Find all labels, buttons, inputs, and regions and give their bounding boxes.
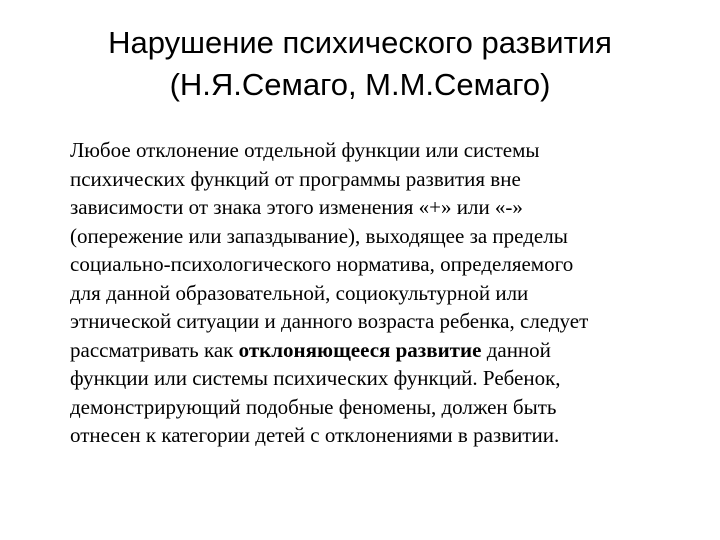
paragraph-line: (опережение или запаздывание), выходящее за пределы <box>70 223 568 248</box>
paragraph-line: демонстрирующий подобные феномены, должен быть <box>70 394 557 419</box>
paragraph-line: зависимости от знака этого изменения «+» или «-» <box>70 195 523 219</box>
key-term: отклоняющееся развитие <box>238 337 482 362</box>
paragraph-text: данной <box>481 337 551 362</box>
paragraph-line: для данной образовательной, социокультурной или <box>70 280 529 305</box>
title-line-1: Нарушение психического развития <box>108 25 612 60</box>
paragraph-text: рассматривать как <box>70 337 239 362</box>
paragraph-line: социально-психологического норматива, определяемого <box>70 252 574 276</box>
paragraph-line: функции или системы психических функций. Ребенок, <box>70 366 561 390</box>
paragraph-line: психических функций от программы развития вне <box>70 166 521 191</box>
title-line-2: (Н.Я.Семаго, М.М.Семаго) <box>169 67 551 102</box>
paragraph-line: этнической ситуации и данного возраста ребенка, следует <box>70 309 589 333</box>
paragraph-line: Любое отклонение отдельной функции или системы <box>70 138 540 162</box>
definition-paragraph <box>70 136 690 450</box>
slide-title <box>40 22 680 106</box>
paragraph-line-with-term <box>70 336 690 365</box>
paragraph-line: отнесен к категории детей с отклонениями в развитии. <box>70 423 560 447</box>
